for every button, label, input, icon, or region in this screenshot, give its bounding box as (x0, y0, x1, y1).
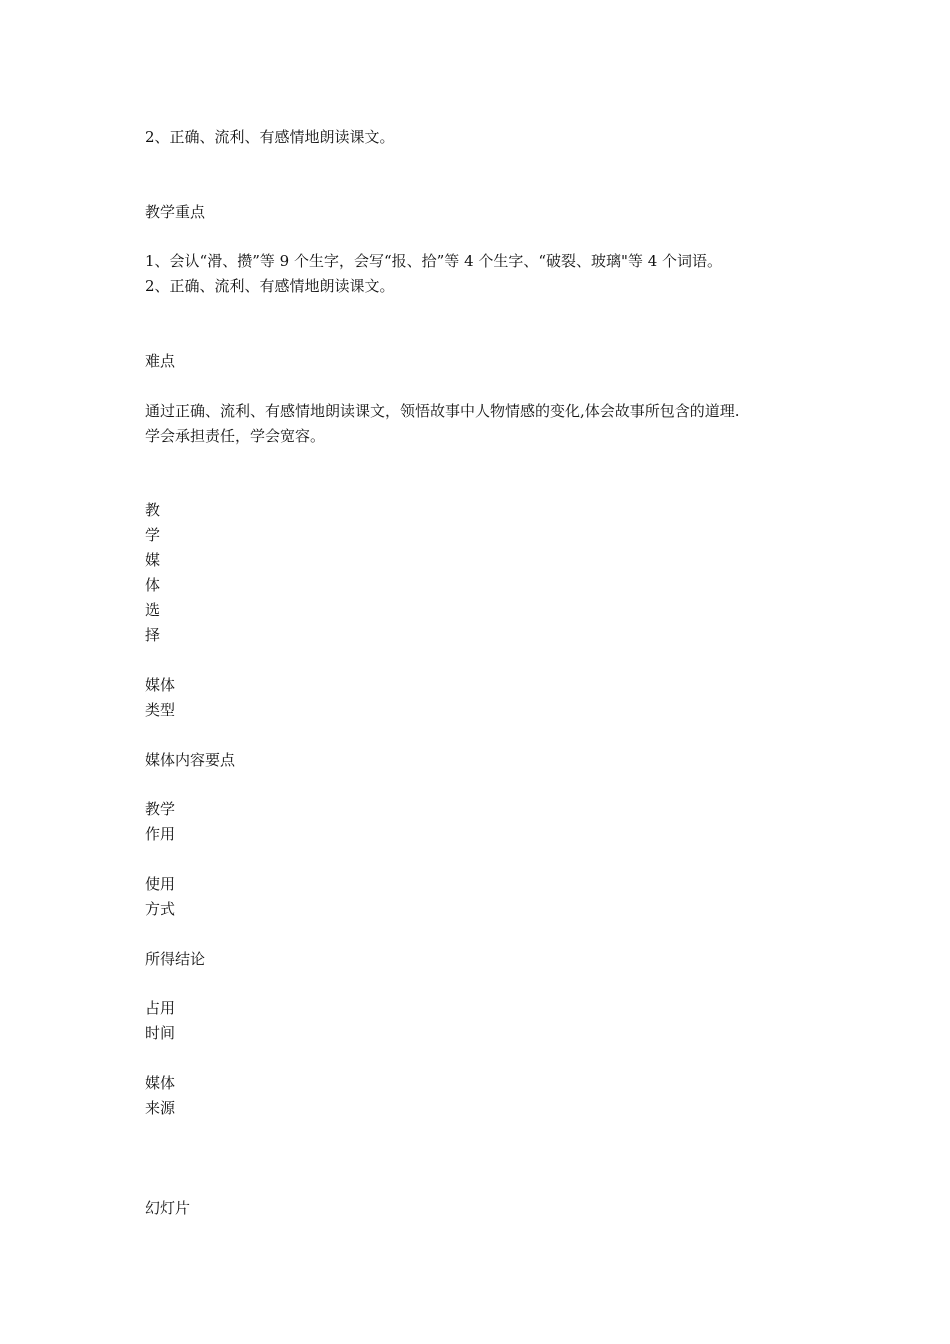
teaching-role-label: 教学 (145, 800, 176, 818)
media-type-label: 媒体 (145, 676, 176, 694)
difficulty-line-2: 学会承担责任，学会宽容。 (145, 427, 326, 445)
first-media-cell: 幻灯片 (145, 1199, 191, 1217)
objective-2: 2、正确、流利、有感情地朗读课文。 (145, 128, 395, 146)
usage-method-label: 使用 (145, 875, 176, 893)
key-points-heading: 教学重点 (145, 203, 206, 221)
conclusion-label: 所得结论 (145, 950, 206, 968)
usage-method-label: 方式 (145, 900, 176, 918)
media-source-label: 来源 (145, 1099, 176, 1117)
teaching-role-label: 作用 (145, 825, 176, 843)
time-used-label: 时间 (145, 1024, 176, 1042)
difficulty-heading: 难点 (145, 352, 176, 370)
time-used-label: 占用 (145, 999, 176, 1017)
media-source-label: 媒体 (145, 1074, 176, 1092)
key-points-item-1: 1、会认“滑、攒”等 9 个生字，会写“报、拾”等 4 个生字、“破裂、玻璃"等 4 个词语。 (145, 252, 723, 270)
content-points-label: 媒体内容要点 (145, 751, 236, 769)
media-table-title-char: 教 (145, 501, 161, 519)
difficulty-line-1: 通过正确、流利、有感情地朗读课文，领悟故事中人物情感的变化,体会故事所包含的道理. (145, 402, 740, 420)
media-type-label: 类型 (145, 701, 176, 719)
media-table-title-char: 体 (145, 576, 161, 594)
media-table-title-char: 媒 (145, 551, 161, 569)
key-points-item-2: 2、正确、流利、有感情地朗读课文。 (145, 277, 395, 295)
media-table-title-char: 选 (145, 601, 161, 619)
media-table-title-char: 学 (145, 526, 161, 544)
media-table-title-char: 择 (145, 626, 161, 644)
